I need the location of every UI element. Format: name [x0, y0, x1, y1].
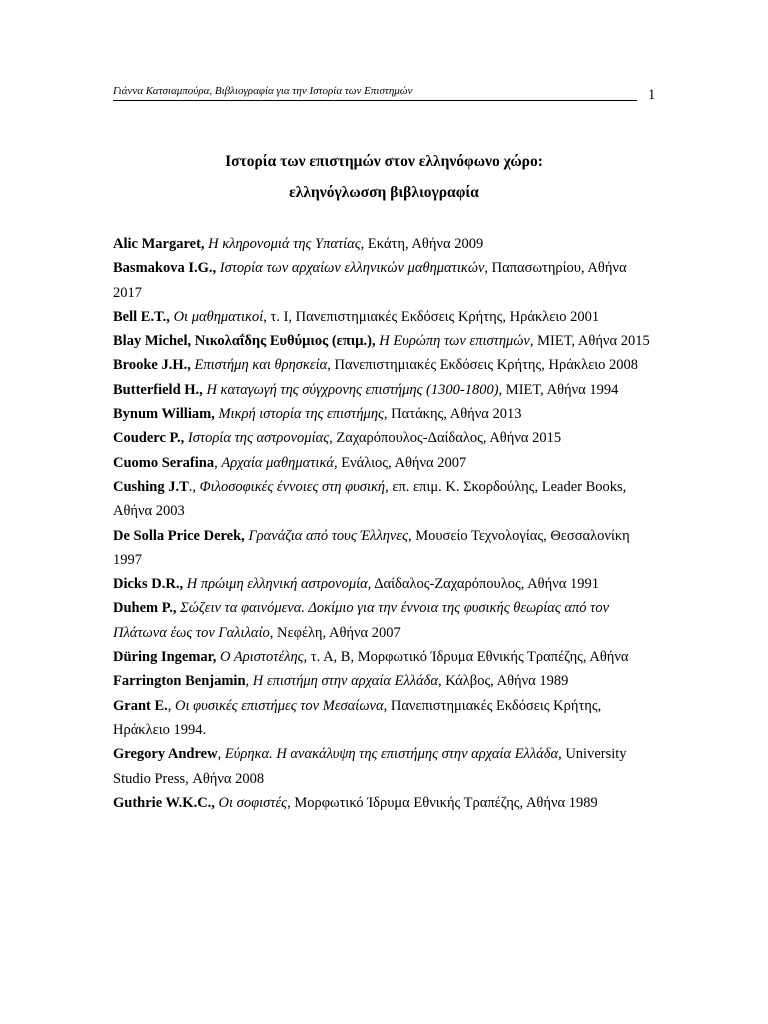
entry-title: Η Ευρώπη των επιστημών: [379, 333, 530, 350]
entry-title: Επιστήμη και θρησκεία: [194, 357, 328, 374]
entry-publication: , Ενάλιος, Αθήνα 2007: [334, 454, 467, 471]
entry-title: Ιστορία της αστρονομίας,: [187, 430, 333, 447]
entry-publication: , Δαίδαλος-Ζαχαρόπουλος, Αθήνα 1991: [367, 576, 599, 593]
bibliography-entry: [113, 353, 658, 377]
entry-author: Alic Margaret,: [113, 236, 205, 252]
entry-author: De Solla Price Derek,: [113, 527, 245, 544]
bibliography-entry: [113, 669, 658, 693]
bibliography-entry: [113, 694, 658, 743]
entry-publication: Εκάτη, Αθήνα 2009: [364, 236, 484, 252]
entry-author: Grant E.: [113, 697, 168, 714]
entry-publication: , Παπασωτηρίου, Αθήνα 2017: [113, 260, 627, 301]
bibliography-entry: [113, 742, 658, 791]
running-title: Γιάννα Κατσιαμπούρα, Βιβλιογραφία για την Ιστορία των Επιστημών: [113, 85, 413, 97]
entry-title: Σώζειν τα φαινόμενα. Δοκίμιο για την έννοια της φυσικής θεωρίας από τον Πλάτωνα έως τον Γαλιλαίο: [113, 600, 610, 641]
entry-author: Gregory Andrew: [113, 746, 218, 763]
bibliography-entry: [113, 791, 658, 815]
bibliography-entry: [113, 329, 658, 353]
bibliography-entry: [113, 572, 658, 596]
entry-publication: , τ. Ι, Πανεπιστημιακές Εκδόσεις Κρήτης, Ηράκλειο 2001: [263, 308, 600, 325]
entry-author: Brooke J.H.,: [113, 357, 191, 374]
bibliography-entry: [113, 524, 658, 573]
bibliography-entry: [113, 451, 658, 475]
bibliography-entry: [113, 402, 658, 426]
entry-title: Οι φυσικές επιστήμες τον Μεσαίωνα: [175, 697, 384, 714]
entry-title: Αρχαία μαθηματικά: [221, 454, 335, 471]
entry-publication: τ. Α, Β, Μορφωτικό Ίδρυμα Εθνικής Τραπέζης, Αθήνα: [307, 649, 629, 666]
entry-title: Η καταγωγή της σύγχρονης επιστήμης (1300-1800): [206, 381, 499, 398]
entry-title: Οι μαθηματικοί: [173, 308, 264, 325]
bibliography-entry: [113, 232, 658, 256]
entry-publication: , Πατάκης, Αθήνα 2013: [383, 406, 522, 423]
entry-separator: .,: [188, 478, 200, 495]
entry-title: Η επιστήμη στην αρχαία Ελλάδα,: [252, 673, 442, 690]
entry-author: Bynum William,: [113, 406, 215, 423]
entry-title: Ιστορία των αρχαίων ελληνικών μαθηματικών: [219, 260, 485, 277]
entry-publication: , ΜΙΕΤ, Αθήνα 2015: [529, 333, 650, 350]
entry-publication: , Πανεπιστημιακές Εκδόσεις Κρήτης, Ηράκλειο 2008: [327, 357, 638, 374]
entry-title: Μικρή ιστορία της επιστήμης: [218, 406, 384, 423]
entry-author: Couderc P.,: [113, 430, 185, 447]
running-header: [113, 84, 637, 101]
entry-author: Butterfield H.,: [113, 381, 203, 398]
entry-separator: ,: [167, 697, 176, 714]
entry-author: Cuomo Serafina: [113, 454, 215, 471]
entry-separator: ,: [214, 454, 222, 471]
entry-publication: Κάλβος, Αθήνα 1989: [441, 673, 569, 690]
entry-separator: ,: [217, 746, 225, 763]
entry-title: Φιλοσοφικές έννοιες στη φυσική: [199, 478, 386, 495]
bibliography-entry: [113, 475, 658, 524]
bibliography-entry: [113, 378, 658, 402]
entry-author: Cushing J.T: [113, 478, 189, 495]
entry-author: Farrington Benjamin: [113, 673, 246, 690]
entry-title: Οι σοφιστές: [218, 794, 288, 811]
entry-publication: , Νεφέλη, Αθήνα 2007: [269, 624, 401, 641]
entry-author: Blay Michel, Νικολαΐδης Ευθύμιος (επιμ.),: [113, 333, 376, 350]
entry-title: Εύρηκα. Η ανακάλυψη της επιστήμης στην αρχαία Ελλάδα: [224, 746, 559, 763]
entry-author: Dicks D.R.,: [113, 576, 184, 593]
entry-author: Bell E.T.,: [113, 308, 170, 325]
entry-title: Η κληρονομιά της Υπατίας,: [208, 236, 365, 252]
entry-publication: , επ. επιμ. Κ. Σκορδούλης, Leader Books, Αθήνα 2003: [113, 478, 627, 520]
entry-publication: , Μορφωτικό Ίδρυμα Εθνικής Τραπέζης, Αθήνα 1989: [287, 794, 598, 811]
entry-publication: , Μουσείο Τεχνολογίας, Θεσσαλονίκη 1997: [113, 527, 630, 568]
entry-publication: , University Studio Press, Αθήνα 2008: [113, 746, 627, 787]
document-title-line-2: ελληνόγλωσση βιβλιογραφία: [289, 184, 479, 201]
bibliography-entry: [113, 596, 658, 645]
entry-publication: Ζαχαρόπουλος-Δαίδαλος, Αθήνα 2015: [332, 430, 562, 447]
entry-author: Guthrie W.K.C.,: [113, 794, 215, 811]
entry-publication: , ΜΙΕΤ, Αθήνα 1994: [498, 381, 619, 398]
entry-separator: ,: [245, 673, 253, 690]
page-number: 1: [648, 87, 656, 103]
entry-author: Basmakova I.G.,: [113, 260, 217, 277]
entry-publication: , Πανεπιστημιακές Εκδόσεις Κρήτης, Ηράκλειο 1994.: [113, 697, 602, 738]
entry-author: Düring Ingemar,: [113, 649, 217, 666]
bibliography-entry: [113, 645, 658, 669]
entry-title: Ο Αριστοτέλης,: [220, 649, 308, 666]
entry-author: Duhem P.,: [113, 600, 177, 617]
entry-title: Γρανάζια από τους Έλληνες: [248, 527, 408, 544]
document-title-line-1: Ιστορία των επιστημών στον ελληνόφωνο χώρο:: [225, 153, 543, 170]
bibliography-entry: [113, 426, 658, 450]
bibliography-list: [113, 232, 658, 815]
bibliography-entry: [113, 305, 658, 329]
entry-title: Η πρώιμη ελληνική αστρονομία: [186, 576, 368, 593]
bibliography-entry: [113, 256, 658, 305]
